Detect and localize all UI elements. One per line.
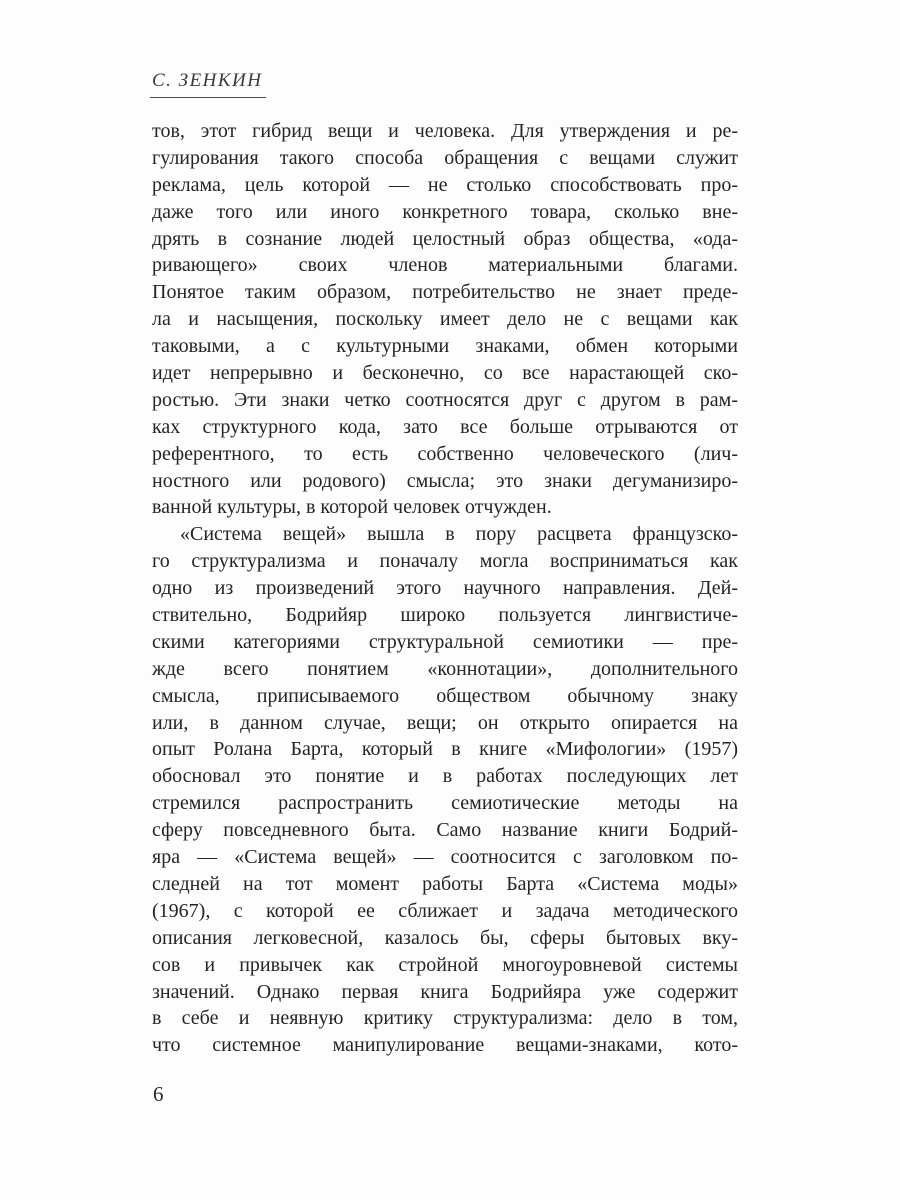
text-line: реклама, цель которой — не столько способствовать про- [152, 173, 738, 196]
text-line: идет непрерывно и бесконечно, со все нарастающей ско- [152, 362, 738, 385]
running-header: С. ЗЕНКИН [150, 70, 266, 98]
page-number: 6 [153, 1082, 164, 1106]
text-line: сферу повседневного быта. Само название книги Бодрий- [152, 819, 738, 842]
text-line: (1967), с которой ее сближает и задача методического [152, 899, 738, 922]
body-text [152, 118, 738, 1059]
text-line: описания легковесной, казалось бы, сферы бытовых вку- [152, 926, 738, 949]
text-line: дрять в сознание людей целостный образ общества, «ода- [152, 227, 738, 250]
text-line: одно из произведений этого научного направления. Дей- [152, 577, 738, 600]
text-line: обосновал это понятие и в работах последующих лет [152, 765, 738, 788]
text-line: что системное манипулирование вещами-знаками, кото- [152, 1034, 738, 1057]
text-line: даже того или иного конкретного товара, сколько вне- [152, 200, 738, 223]
text-line: Понятое таким образом, потребительство не знает преде- [152, 281, 738, 304]
text-line: яра — «Система вещей» — соотносится с заголовком по- [152, 846, 738, 869]
text-line: ствительно, Бодрийяр широко пользуется лингвистиче- [152, 604, 738, 627]
text-line: тов, этот гибрид вещи и человека. Для утверждения и ре- [152, 120, 738, 142]
text-line: жде всего понятием «коннотации», дополнительного [152, 657, 738, 680]
text-line: ривающего» своих членов материальными благами. [152, 254, 738, 277]
text-line: го структурализма и поначалу могла восприниматься как [152, 550, 738, 573]
text-line: ла и насыщения, поскольку имеет дело не с вещами как [152, 308, 738, 331]
text-line: опыт Ролана Барта, который в книге «Мифологии» (1957) [152, 738, 738, 761]
text-line: стремился распространить семиотические методы на [152, 792, 738, 815]
text-line: ванной культуры, в которой человек отчужден. [152, 496, 552, 519]
text-line: или, в данном случае, вещи; он открыто опирается на [152, 711, 738, 734]
text-line: таковыми, а с культурными знаками, обмен которыми [152, 335, 738, 358]
text-line: ностного или родового) смысла; это знаки дегуманизиро- [152, 469, 738, 492]
text-line: ках структурного кода, зато все больше отрываются от [152, 415, 738, 438]
text-line: скими категориями структуральной семиотики — пре- [152, 630, 738, 653]
text-line: сов и привычек как стройной многоуровневой системы [152, 953, 738, 976]
text-line: следней на тот момент работы Барта «Система моды» [152, 872, 738, 895]
text-line: ростью. Эти знаки четко соотносятся друг с другом в рам- [152, 388, 738, 411]
text-line: гулирования такого способа обращения с вещами служит [152, 146, 738, 169]
text-line: в себе и неявную критику структурализма: дело в том, [152, 1007, 738, 1030]
text-line: значений. Однако первая книга Бодрийяра уже содержит [152, 980, 738, 1003]
text-line: смысла, приписываемого обществом обычному знаку [152, 684, 738, 707]
text-line: референтного, то есть собственно человеческого (лич- [152, 442, 738, 465]
text-line: «Система вещей» вышла в пору расцвета французско- [180, 523, 738, 546]
